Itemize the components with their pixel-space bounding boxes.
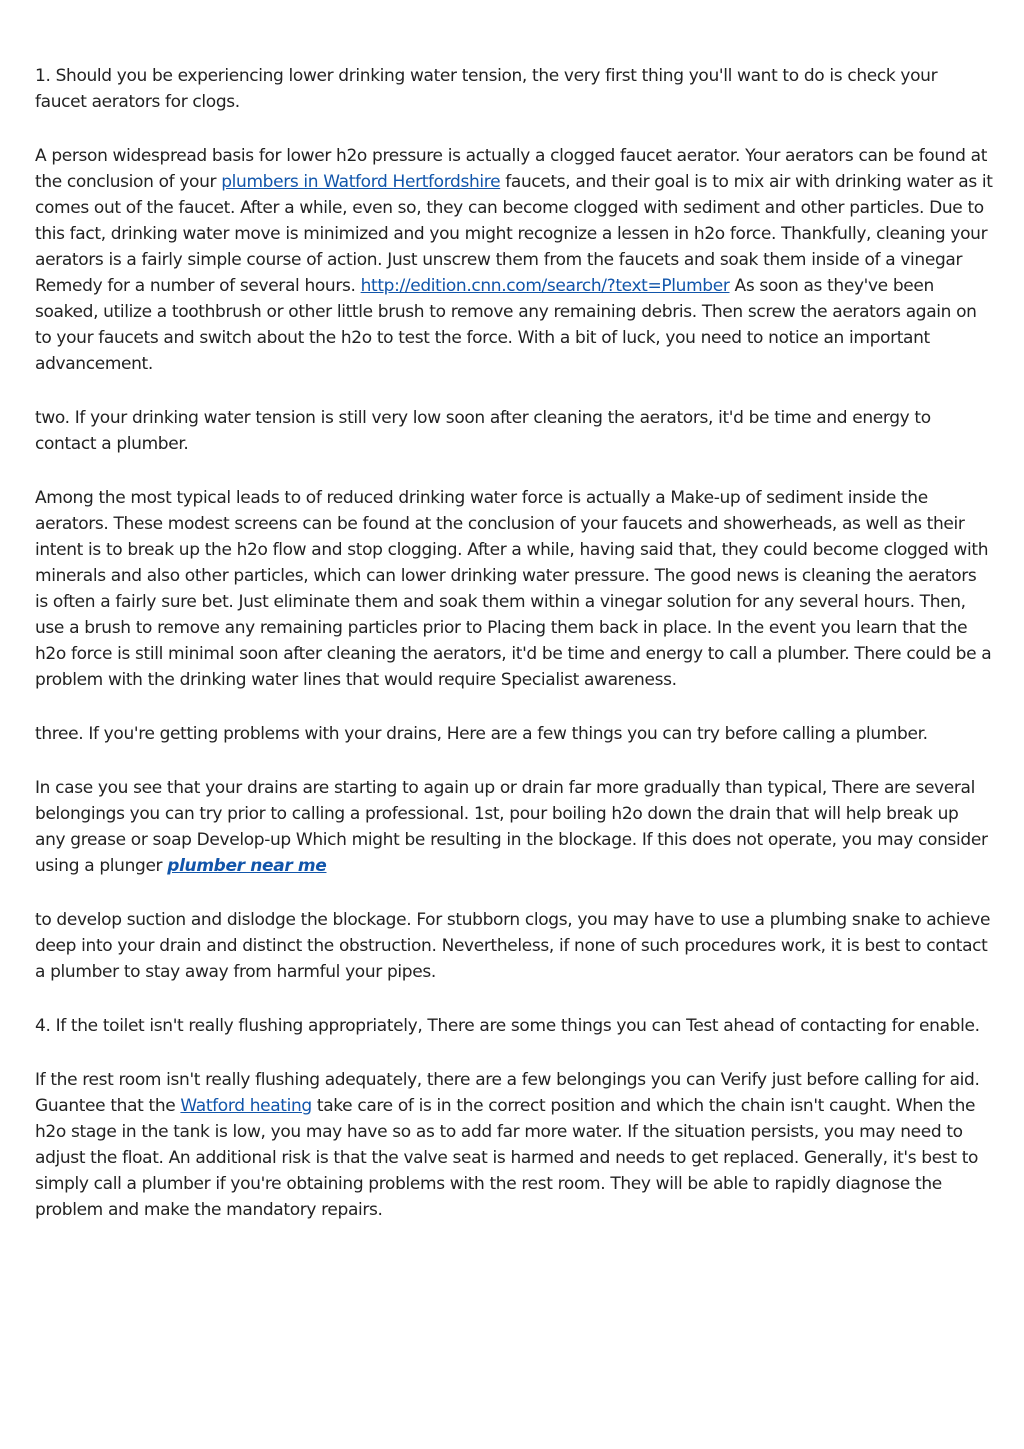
cnn-search-link[interactable]: http://edition.cnn.com/search/?text=Plumber (360, 276, 730, 296)
document-page (35, 63, 993, 1251)
paragraph-2-text-start: A person widespread basis for lower h2o pressure is actually a clogged faucet aerator. Your aerators can be found at the conclusion of your (35, 146, 988, 192)
paragraph-6-text: In case you see that your drains are starting to again up or drain far more gradually than typical, There are several belongings you can try prior to calling a professional. 1st, pour boiling h2o down the drain that will help break up any grease or soap Develop-up Which might be resulting in the blockage. If this does not operate, you may consider using a plunger (35, 778, 988, 876)
paragraph-9-text-start: If the rest room isn't really flushing adequately, there are a few belongings you can Verify just before calling for aid. Guantee that the (35, 1070, 980, 1116)
paragraph-9 (35, 1067, 993, 1223)
paragraph-7-text: to develop suction and dislodge the blockage. For stubborn clogs, you may have to use a plumbing snake to achieve deep into your drain and distinct the obstruction. Nevertheless, if none of such procedures work, it is best to contact a plumber to stay away from harmful your pipes. (35, 910, 991, 982)
paragraph-1 (35, 63, 993, 115)
paragraph-2-text-end: As soon as they've been soaked, utilize a toothbrush or other little brush to remove any remaining debris. Then screw the aerators again on to your faucets and switch about the h2o to test the force. With a bit of luck, you need to notice an important advancement. (35, 276, 977, 374)
paragraph-8-text: 4. If the toilet isn't really flushing appropriately, There are some things you can Test ahead of contacting for enable. (35, 1016, 980, 1036)
paragraph-5 (35, 721, 993, 747)
paragraph-6 (35, 775, 993, 879)
paragraph-2-text-middle: faucets, and their goal is to mix air with drinking water as it comes out of the faucet. After a while, even so, they can become clogged with sediment and other particles. Due to this fact, drinking water move is minimized and you might recognize a lessen in h2o force. Thankfully, cleaning your aerators is a fairly simple course of action. Just unscrew them from the faucets and soak them inside of a vinegar Remedy for a number of several hours. (35, 172, 993, 296)
watford-heating-link[interactable]: Watford heating (180, 1096, 312, 1116)
paragraph-3 (35, 405, 993, 457)
paragraph-5-text: three. If you're getting problems with your drains, Here are a few things you can try before calling a plumber. (35, 724, 928, 744)
paragraph-3-text: two. If your drinking water tension is still very low soon after cleaning the aerators, it'd be time and energy to contact a plumber. (35, 408, 931, 454)
paragraph-8 (35, 1013, 993, 1039)
paragraph-2 (35, 143, 993, 377)
plumbers-watford-link[interactable]: plumbers in Watford Hertfordshire (221, 172, 501, 192)
paragraph-7 (35, 907, 993, 985)
paragraph-4 (35, 485, 993, 693)
plumber-near-me-link[interactable]: plumber near me (167, 856, 327, 876)
paragraph-4-text: Among the most typical leads to of reduced drinking water force is actually a Make-up of sediment inside the aerators. These modest screens can be found at the conclusion of your faucets and showerheads, as well as their intent is to break up the h2o flow and stop clogging. After a while, having said that, they could become clogged with minerals and also other particles, which can lower drinking water pressure. The good news is cleaning the aerators is often a fairly sure bet. Just eliminate them and soak them within a vinegar solution for any several hours. Then, use a brush to remove any remaining particles prior to Placing them back in place. In the event you learn that the h2o force is still minimal soon after cleaning the aerators, it'd be time and energy to call a plumber. There could be a problem with the drinking water lines that would require Specialist awareness. (35, 488, 992, 690)
paragraph-1-text: 1. Should you be experiencing lower drinking water tension, the very first thing you'll want to do is check your faucet aerators for clogs. (35, 66, 938, 112)
paragraph-9-text-end: take care of is in the correct position and which the chain isn't caught. When the h2o stage in the tank is low, you may have so as to add far more water. If the situation persists, you may need to adjust the float. An additional risk is that the valve seat is harmed and needs to get replaced. Generally, it's best to simply call a plumber if you're obtaining problems with the rest room. They will be able to rapidly diagnose the problem and make the mandatory repairs. (35, 1096, 979, 1220)
